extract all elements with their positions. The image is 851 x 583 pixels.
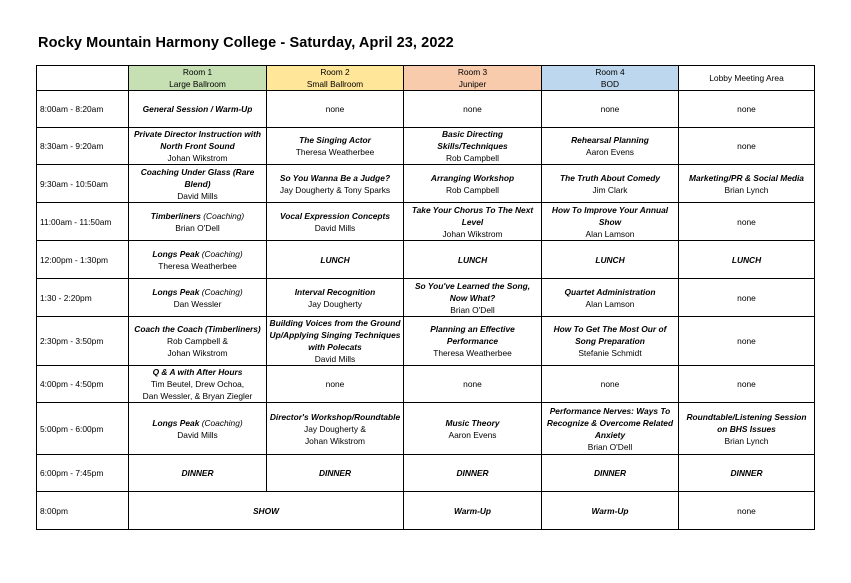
room3-number: Room 3 [457,67,488,77]
session-cell [129,492,404,530]
session-title-line [406,505,539,517]
schedule-row [37,317,815,366]
session-cell [129,403,267,455]
session-title: Warm-Up [453,505,492,516]
time-slot: 5:00pm - 6:00pm [37,403,129,455]
session-cell [679,455,815,492]
presenter-name: Theresa Weatherbee [158,260,237,271]
session-title: So You've Learned the Song, Now What? [414,280,531,303]
session-none: none [600,104,620,114]
presenter-name: Jim Clark [592,184,628,195]
session-cell [129,241,267,279]
session-title-line [681,411,812,435]
session-cell [679,128,815,165]
session-cell [404,165,542,203]
session-title: DINNER [456,468,489,478]
session-cell [542,165,679,203]
presenter-name: David Mills [177,190,218,201]
session-title-line [406,467,539,479]
session-title-line [131,366,264,378]
header-lobby [679,66,815,91]
session-title-line [406,204,539,228]
session-none: none [737,505,756,516]
room1-number: Room 1 [182,67,213,77]
session-cell [679,279,815,317]
session-title: Interval Recognition [294,286,376,297]
schedule-row [37,403,815,455]
session-cell [404,241,542,279]
session-title: So You Wanna Be a Judge? [279,172,391,183]
session-title-line [269,210,401,222]
session-title: DINNER [730,468,763,478]
session-title: Quartet Administration [564,286,656,297]
session-title: Longs Peak [152,286,200,297]
schedule-table [36,65,815,530]
session-none: none [737,379,756,389]
session-cell [542,241,679,279]
session-title-line [269,254,401,266]
presenter-name: Tim Beutel, Drew Ochoa, [150,379,245,389]
session-cell [679,492,815,530]
session-title-line [406,128,539,152]
time-slot: 12:00pm - 1:30pm [37,241,129,279]
session-title: Private Director Instruction with North Front Sound [133,129,262,151]
session-cell [267,455,404,492]
session-cell [129,91,267,128]
session-cell [267,279,404,317]
session-coaching-tag: (Coaching) [201,417,243,428]
session-title: Rehearsal Planning [571,135,649,145]
session-cell [542,203,679,241]
schedule-row [37,165,815,203]
presenter-name: Aaron Evens [586,147,634,157]
presenter-name: Alan Lamson [585,228,635,239]
schedule-row [37,128,815,165]
presenter-name: Rob Campbell & [167,336,228,346]
session-cell [542,91,679,128]
time-slot: 6:00pm - 7:45pm [37,455,129,492]
session-title-line [131,248,264,260]
time-slot: 1:30 - 2:20pm [37,279,129,317]
session-none: none [737,216,756,227]
session-title: The Singing Actor [299,135,371,145]
session-title-line [131,210,264,222]
session-cell [679,91,815,128]
schedule-row [37,241,815,279]
session-title-line [544,254,676,266]
session-cell [679,203,815,241]
session-cell [129,455,267,492]
session-cell [267,128,404,165]
header-room1 [129,66,267,91]
session-title: Music Theory [445,417,500,428]
session-title-line [544,323,676,347]
session-cell [404,317,542,366]
page-title: Rocky Mountain Harmony College - Saturday, April 23, 2022 [38,35,454,51]
session-title-line [544,172,676,184]
session-title: LUNCH [731,254,762,265]
schedule-row [37,455,815,492]
session-cell [267,241,404,279]
room2-number: Room 2 [320,67,350,77]
session-cell [404,203,542,241]
schedule-row [37,366,815,403]
presenter-name: Jay Dougherty [308,298,362,309]
session-cell [542,403,679,455]
session-cell [267,366,404,403]
schedule-row [37,492,815,530]
session-title-line [269,317,401,353]
session-title-line [131,323,264,335]
session-title: Warm-Up [591,505,629,516]
session-cell [542,492,679,530]
time-slot: 8:30am - 9:20am [37,128,129,165]
room4-number: Room 4 [595,67,625,77]
session-title: LUNCH [457,254,488,265]
session-title: Coach the Coach (Timberliners) [134,324,261,334]
header-room2 [267,66,404,91]
session-cell [404,279,542,317]
session-title-line [131,467,264,479]
session-title-line [681,172,812,184]
session-cell [679,366,815,403]
session-title: Arranging Workshop [430,172,515,183]
session-title-line [681,467,812,479]
session-title: Performance Nerves: Ways To Recognize & Overcome Related Anxiety [546,405,674,440]
presenter-name: Dan Wessler [173,298,222,309]
session-title: DINNER [181,468,214,478]
session-title-line [131,166,264,190]
session-title: DINNER [593,468,627,478]
session-title-line [406,254,539,266]
presenter-name: Brian O'Dell [587,441,633,452]
session-none: none [737,104,756,114]
time-slot: 8:00pm [37,492,129,530]
header-time-cell [37,66,129,91]
session-title-line [544,134,676,146]
session-cell [404,492,542,530]
presenter-name: Brian O'Dell [175,222,220,233]
session-cell [404,455,542,492]
session-title-line [544,505,676,517]
session-title: Building Voices from the Ground Up/Applying Singing Techniques with Polecats [269,318,401,352]
session-title: General Session / Warm-Up [142,104,253,114]
session-cell [542,128,679,165]
header-row [37,66,815,91]
session-none: none [325,379,345,389]
session-title-line [131,505,401,517]
presenter-name: Johan Wikstrom [167,153,228,163]
session-title-line [544,467,676,479]
session-cell [679,403,815,455]
room4-name: BOD [600,79,620,89]
session-coaching-tag: (Coaching) [201,248,243,259]
presenter-name: Jay Dougherty & Tony Sparks [279,184,391,195]
session-title-line [406,172,539,184]
presenter-name: Johan Wikstrom [304,435,366,446]
session-cell [679,165,815,203]
presenter-name: Rob Campbell [445,184,500,195]
session-cell [267,203,404,241]
session-cell [404,403,542,455]
presenter-name: Aaron Evens [448,429,497,440]
session-title-line [681,254,812,266]
session-title: Coaching Under Glass (Rare Blend) [140,166,255,189]
schedule-row [37,279,815,317]
session-none: none [463,379,482,389]
session-title: Timberliners [150,210,201,221]
session-cell [267,91,404,128]
presenter-name: Johan Wikstrom [167,348,228,358]
session-cell [542,366,679,403]
session-title: Marketing/PR & Social Media [689,172,804,183]
presenter-name: Dan Wessler, & Bryan Ziegler [142,391,253,401]
presenter-name: Alan Lamson [585,298,635,309]
session-none: none [325,104,345,114]
session-none: none [737,292,756,303]
room2-name: Small Ballroom [306,79,364,89]
presenter-name: Brian Lynch [724,435,769,446]
session-title-line [544,405,676,441]
session-title-line [406,417,539,429]
session-title-line [131,128,264,152]
session-title-line [406,280,539,304]
session-cell [404,366,542,403]
presenter-name: Brian Lynch [724,184,769,195]
session-title: Roundtable/Listening Session on BHS Issues [686,411,807,434]
session-title-line [269,134,401,146]
session-none: none [463,104,482,114]
session-none: none [737,336,756,346]
session-title: Take Your Chorus To The Next Level [411,204,534,227]
presenter-name: David Mills [314,354,356,364]
session-title: Q & A with After Hours [152,367,243,377]
session-none: none [600,379,620,389]
room1-name: Large Ballroom [169,79,226,89]
session-title: Vocal Expression Concepts [280,210,390,221]
session-cell [542,455,679,492]
schedule-row [37,203,815,241]
session-cell [542,279,679,317]
session-title: Planning an Effective Performance [430,324,515,346]
session-cell [267,165,404,203]
session-cell [542,317,679,366]
session-cell [129,279,267,317]
presenter-name: Theresa Weatherbee [433,348,512,358]
session-title-line [269,467,401,479]
presenter-name: Stefanie Schmidt [578,348,642,358]
session-cell [129,165,267,203]
session-none: none [737,141,756,151]
session-cell [267,403,404,455]
session-cell [267,317,404,366]
session-title-line [131,286,264,298]
session-cell [404,91,542,128]
lobby-name: Lobby Meeting Area [709,73,784,83]
session-title: Longs Peak [152,417,200,428]
schedule-row [37,91,815,128]
presenter-name: Jay Dougherty & [304,423,366,434]
session-title-line [131,103,264,115]
presenter-name: Johan Wikstrom [442,228,503,239]
session-cell [129,317,267,366]
session-title: How To Improve Your Annual Show [551,204,669,227]
session-title-line [131,417,264,429]
header-room3 [404,66,542,91]
session-title: LUNCH [320,254,350,265]
session-coaching-tag: (Coaching) [203,210,245,221]
session-cell [129,203,267,241]
session-title: The Truth About Comedy [559,172,661,183]
time-slot: 8:00am - 8:20am [37,91,129,128]
time-slot: 4:00pm - 4:50pm [37,366,129,403]
session-title: How To Get The Most Our of Song Preparation [553,324,667,346]
session-title-line [544,286,676,298]
time-slot: 2:30pm - 3:50pm [37,317,129,366]
presenter-name: Rob Campbell [445,153,500,163]
time-slot: 11:00am - 11:50am [37,203,129,241]
session-title-line [544,204,676,228]
presenter-name: Brian O'Dell [450,304,495,315]
session-title: Longs Peak [152,248,200,259]
session-coaching-tag: (Coaching) [201,286,243,297]
session-cell [679,241,815,279]
session-cell [129,128,267,165]
session-title: LUNCH [595,254,625,265]
presenter-name: David Mills [177,429,218,440]
session-cell [679,317,815,366]
session-cell [129,366,267,403]
presenter-name: David Mills [314,222,356,233]
session-cell [404,128,542,165]
session-title: SHOW [252,505,280,516]
session-title: Basic Directing Skills/Techniques [437,129,508,151]
session-title-line [269,411,401,423]
time-slot: 9:30am - 10:50am [37,165,129,203]
presenter-name: Theresa Weatherbee [295,147,375,157]
session-title: DINNER [318,468,352,478]
session-title-line [269,286,401,298]
session-title: Director's Workshop/Roundtable [269,411,401,422]
header-room4 [542,66,679,91]
session-title-line [406,323,539,347]
room3-name: Juniper [458,79,487,89]
session-title-line [269,172,401,184]
